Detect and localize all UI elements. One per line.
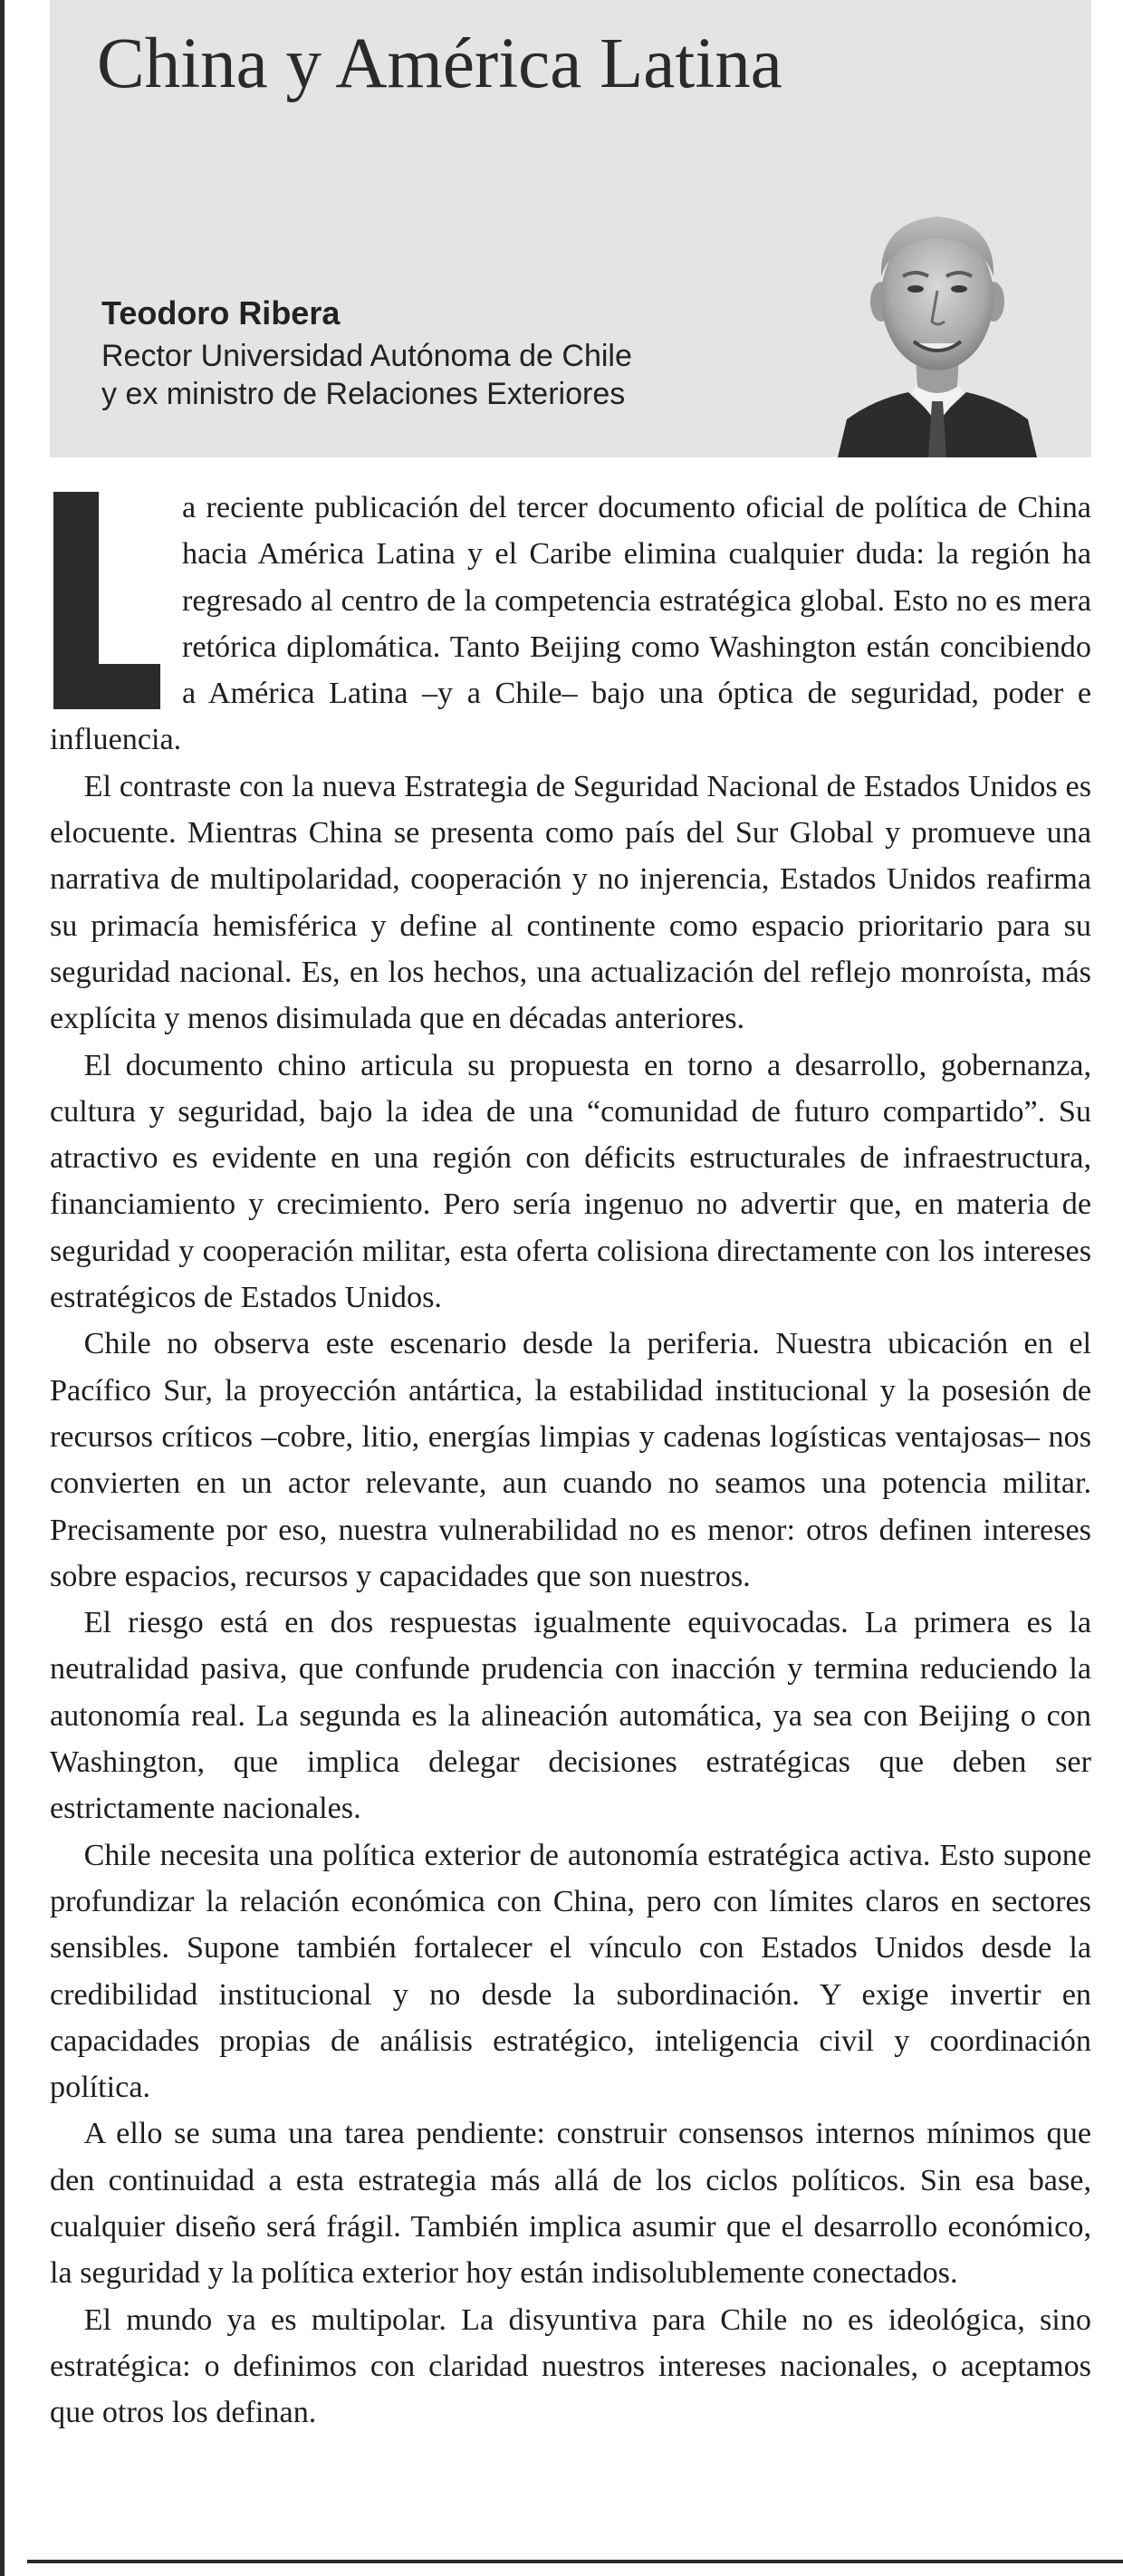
article-paragraph-3: El documento chino articula su propuesta en torno a desarrollo, gobernanza, cultura y seguridad, bajo la idea de una “comunidad de futuro compartido”. Su atractivo es evidente en una región con déficits estructurales de infraestructura, financiamiento y crecimiento. Pero sería ingenuo no advertir que, en materia de seguridad y cooperación militar, esta oferta colisiona directamente con los intereses estratégicos de Estados Unidos.	[50, 1048, 1091, 1315]
paragraph-text: a reciente publicación del tercer documento oficial de política de China hacia América Latina y el Caribe elimina cualquier duda: la región ha regresado al centro de la competencia estratégica global. Esto no es mera retórica diplomática. Tanto Beijing como Washington están concibiendo a América Latina –y a Chile– bajo una óptica de seguridad, poder e influencia.	[50, 491, 1091, 757]
article-paragraph-7: A ello se suma una tarea pendiente: construir consensos internos mínimos que den continuidad a esta estrategia más allá de los ciclos políticos. Sin esa base, cualquier diseño será frágil. También implica asumir que el desarrollo económico, la seguridad y la política exterior hoy están indisolublemente conectados.	[50, 2117, 1091, 2291]
article-paragraph-5: El riesgo está en dos respuestas igualmente equivocadas. La primera es la neutralidad pasiva, que confunde prudencia con inacción y termina reduciendo la autonomía real. La segunda es la alineación automática, ya sea con Beijing o con Washington, que implica delegar decisiones estratégicas que deben ser estrictamente nacionales.	[50, 1606, 1091, 1826]
article-paragraph-6: Chile necesita una política exterior de autonomía estratégica activa. Esto supone profundizar la relación económica con China, pero con límites claros en sectores sensibles. Supone también fortalecer el vínculo con Estados Unidos desde la credibilidad institucional y no desde la subordinación. Y exige invertir en capacidades propias de análisis estratégico, inteligencia civil y coordinación política.	[50, 1838, 1091, 2105]
author-role-line-1: Rector Universidad Autónoma de Chile	[101, 339, 632, 373]
article-paragraph-1	[50, 485, 1091, 764]
author-role-line-2: y ex ministro de Relaciones Exteriores	[101, 377, 626, 411]
article-body	[50, 485, 1091, 2436]
article-paragraph-8: El mundo ya es multipolar. La disyuntiva para Chile no es ideológica, sino estratégica: o definimos con claridad nuestros intereses nacionales, o aceptamos que otros los definan.	[50, 2302, 1091, 2430]
author-name: Teodoro Ribera	[101, 294, 341, 332]
bottom-rule	[27, 2560, 1123, 2563]
article-title: China y América Latina	[97, 24, 782, 103]
article-header	[50, 0, 1091, 457]
left-border-rule	[0, 0, 5, 2576]
author-portrait	[838, 186, 1037, 457]
article-paragraph-4: Chile no observa este escenario desde la periferia. Nuestra ubicación en el Pacífico Sur, la proyección antártica, la estabilidad institucional y la posesión de recursos críticos –cobre, litio, energías limpias y cadenas logísticas ventajosas– nos convierten en un actor relevante, aun cuando no seamos una potencia militar. Precisamente por eso, nuestra vulnerabilidad no es menor: otros definen intereses sobre espacios, recursos y capacidades que son nuestros.	[50, 1327, 1091, 1593]
drop-cap-letter	[53, 492, 160, 709]
author-role	[101, 337, 632, 413]
article-paragraph-2: El contraste con la nueva Estrategia de Seguridad Nacional de Estados Unidos es elocuente. Mientras China se presenta como país del Sur Global y promueve una narrativa de multipolaridad, cooperación y no injerencia, Estados Unidos reafirma su primacía hemisférica y define al continente como espacio prioritario para su seguridad nacional. Es, en los hechos, una actualización del reflejo monroísta, más explícita y menos disimulada que en décadas anteriores.	[50, 769, 1091, 1036]
